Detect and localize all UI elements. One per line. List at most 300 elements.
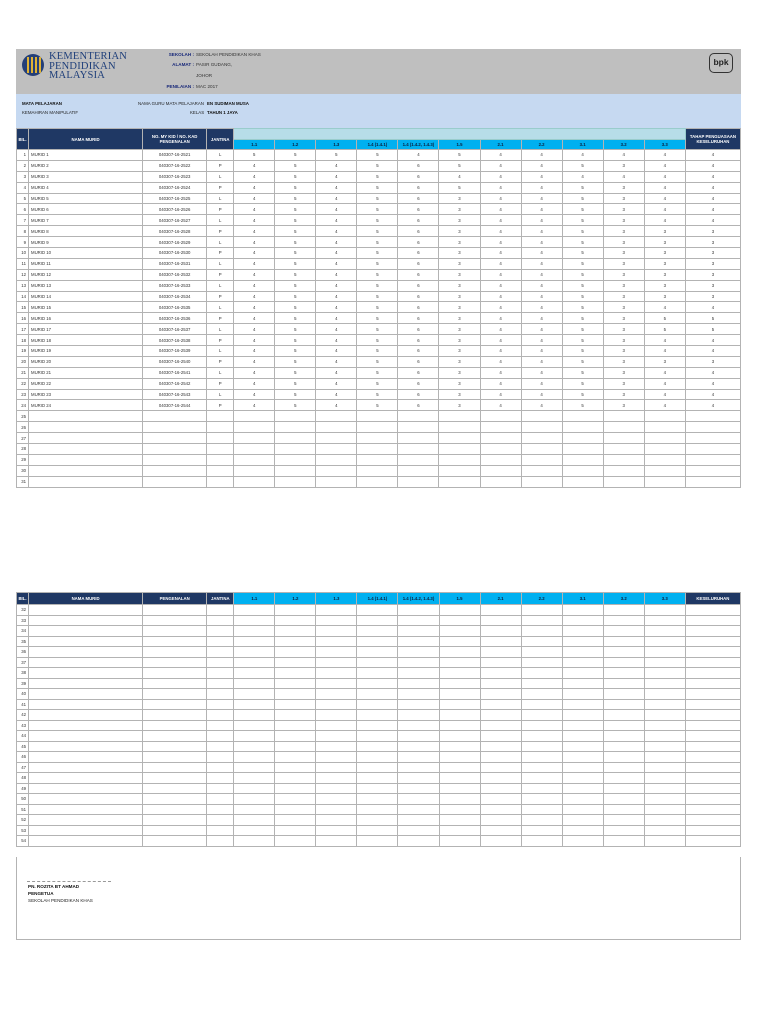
empty-cell: [439, 433, 480, 444]
mastery-score: 4: [644, 182, 685, 193]
empty-cell: [234, 444, 275, 455]
class-name: TAHUN 1 JAYA: [207, 110, 238, 115]
empty-cell: [316, 752, 357, 763]
mastery-score: 4: [234, 291, 275, 302]
empty-cell: [685, 783, 740, 794]
row-number: 46: [17, 752, 29, 763]
overall-level: 4: [685, 400, 740, 411]
empty-cell: [234, 773, 275, 784]
empty-cell: [143, 710, 207, 721]
student-name: MURID 18: [29, 335, 143, 346]
mastery-score: 3: [439, 269, 480, 280]
mastery-score: 4: [480, 313, 521, 324]
mastery-score: 4: [316, 182, 357, 193]
mastery-score: 5: [275, 171, 316, 182]
mastery-score: 4: [234, 302, 275, 313]
empty-cell: [480, 773, 521, 784]
standard-column-header: 1.5: [439, 140, 480, 150]
standard-column-header: 1.2: [275, 593, 316, 605]
mastery-score: 3: [644, 258, 685, 269]
empty-cell: [143, 783, 207, 794]
empty-cell: [398, 605, 439, 616]
mastery-score: 3: [439, 400, 480, 411]
row-number: 51: [17, 804, 29, 815]
empty-cell: [357, 615, 398, 626]
empty-cell: [480, 433, 521, 444]
mastery-score: 4: [480, 400, 521, 411]
mastery-score: 5: [562, 258, 603, 269]
table-row: [17, 400, 741, 411]
mastery-score: 4: [644, 367, 685, 378]
empty-cell: [603, 678, 644, 689]
mastery-score: 5: [275, 400, 316, 411]
mastery-score: 5: [275, 378, 316, 389]
empty-cell: [234, 731, 275, 742]
standard-column-header: 1.1: [234, 140, 275, 150]
empty-cell: [143, 731, 207, 742]
empty-cell: [207, 752, 234, 763]
empty-cell: [143, 794, 207, 805]
overall-level: 4: [685, 389, 740, 400]
mastery-score: 4: [480, 356, 521, 367]
student-name: MURID 3: [29, 171, 143, 182]
empty-cell: [644, 605, 685, 616]
empty-cell: [234, 699, 275, 710]
student-name: MURID 20: [29, 356, 143, 367]
overall-level: 3: [685, 248, 740, 259]
mastery-score: 6: [398, 356, 439, 367]
table-row: [17, 367, 741, 378]
empty-cell: [439, 720, 480, 731]
row-number: 45: [17, 741, 29, 752]
empty-cell: [398, 815, 439, 826]
mastery-score: 5: [562, 182, 603, 193]
empty-cell: [644, 815, 685, 826]
empty-cell: [521, 605, 562, 616]
empty-cell: [685, 794, 740, 805]
empty-cell: [644, 678, 685, 689]
empty-cell: [521, 773, 562, 784]
row-number: 21: [17, 367, 29, 378]
table-row: [17, 773, 741, 784]
mastery-score: 5: [275, 389, 316, 400]
empty-cell: [143, 465, 207, 476]
empty-cell: [357, 815, 398, 826]
mastery-score: 3: [603, 182, 644, 193]
student-ic: 040307-16-2524: [143, 182, 207, 193]
mastery-score: 4: [521, 335, 562, 346]
mastery-score: 5: [562, 302, 603, 313]
student-ic: 040307-16-2529: [143, 237, 207, 248]
empty-cell: [480, 689, 521, 700]
student-gender: L: [207, 367, 234, 378]
student-ic: 040307-16-2539: [143, 346, 207, 357]
empty-cell: [29, 804, 143, 815]
mastery-score: 3: [644, 226, 685, 237]
student-ic: 040307-16-2527: [143, 215, 207, 226]
student-name: MURID 19: [29, 346, 143, 357]
empty-cell: [439, 689, 480, 700]
empty-cell: [234, 465, 275, 476]
mastery-score: 3: [439, 237, 480, 248]
mastery-score: 4: [316, 378, 357, 389]
empty-cell: [143, 825, 207, 836]
mastery-score: 4: [644, 171, 685, 182]
empty-cell: [685, 657, 740, 668]
mastery-score: 3: [439, 313, 480, 324]
empty-cell: [398, 678, 439, 689]
row-number: 50: [17, 794, 29, 805]
empty-cell: [480, 762, 521, 773]
mastery-score: 3: [603, 313, 644, 324]
mastery-score: 5: [357, 248, 398, 259]
empty-cell: [685, 476, 740, 487]
empty-cell: [644, 689, 685, 700]
empty-cell: [316, 433, 357, 444]
mastery-score: 5: [357, 269, 398, 280]
standard-column-header: 2.2: [521, 140, 562, 150]
mastery-score: 4: [644, 400, 685, 411]
empty-cell: [644, 454, 685, 465]
empty-cell: [275, 476, 316, 487]
mastery-score: 4: [644, 389, 685, 400]
mastery-score: 3: [603, 302, 644, 313]
empty-cell: [398, 476, 439, 487]
row-number: 54: [17, 836, 29, 847]
table-row: [17, 825, 741, 836]
empty-cell: [398, 647, 439, 658]
mastery-score: 4: [480, 215, 521, 226]
address-row-2: JOHOR: [196, 73, 213, 78]
mastery-score: 5: [316, 150, 357, 161]
empty-cell: [685, 647, 740, 658]
empty-cell: [644, 741, 685, 752]
empty-cell: [603, 626, 644, 637]
empty-cell: [275, 657, 316, 668]
mastery-score: 3: [603, 237, 644, 248]
standard-column-header: 3.3: [644, 593, 685, 605]
empty-cell: [207, 605, 234, 616]
empty-cell: [234, 411, 275, 422]
mastery-score: 4: [316, 226, 357, 237]
overall-level: 4: [685, 193, 740, 204]
empty-cell: [234, 720, 275, 731]
empty-cell: [685, 741, 740, 752]
empty-cell: [234, 710, 275, 721]
empty-cell: [207, 731, 234, 742]
mastery-score: 4: [234, 182, 275, 193]
student-gender: L: [207, 346, 234, 357]
mastery-score: 5: [275, 204, 316, 215]
empty-cell: [562, 454, 603, 465]
empty-cell: [521, 678, 562, 689]
address-row: ALAMAT : PASIR GUDANG,: [172, 62, 233, 67]
mastery-score: 4: [316, 171, 357, 182]
empty-cell: [603, 741, 644, 752]
empty-cell: [143, 647, 207, 658]
mastery-score: 3: [603, 226, 644, 237]
mastery-score: 4: [234, 226, 275, 237]
mastery-score: 4: [398, 150, 439, 161]
empty-cell: [562, 689, 603, 700]
empty-cell: [644, 794, 685, 805]
table-row: [17, 324, 741, 335]
empty-cell: [644, 783, 685, 794]
empty-cell: [207, 465, 234, 476]
empty-cell: [143, 752, 207, 763]
empty-cell: [316, 636, 357, 647]
mastery-score: 6: [398, 335, 439, 346]
empty-cell: [357, 741, 398, 752]
empty-cell: [644, 710, 685, 721]
empty-cell: [644, 647, 685, 658]
standard-column-header: 1.2: [275, 140, 316, 150]
mastery-score: 5: [357, 258, 398, 269]
student-name: MURID 9: [29, 237, 143, 248]
empty-cell: [234, 804, 275, 815]
empty-cell: [143, 657, 207, 668]
mastery-score: 4: [521, 378, 562, 389]
empty-cell: [439, 794, 480, 805]
row-number: 18: [17, 335, 29, 346]
empty-cell: [357, 668, 398, 679]
empty-cell: [603, 773, 644, 784]
mastery-score: 4: [480, 182, 521, 193]
row-number: 2: [17, 160, 29, 171]
mastery-score: 4: [521, 182, 562, 193]
mastery-score: 4: [562, 150, 603, 161]
empty-cell: [562, 465, 603, 476]
empty-cell: [439, 678, 480, 689]
table-row: [17, 657, 741, 668]
student-name: MURID 1: [29, 150, 143, 161]
empty-cell: [398, 689, 439, 700]
empty-cell: [207, 741, 234, 752]
mastery-score: 4: [316, 204, 357, 215]
empty-cell: [521, 476, 562, 487]
student-ic: 040307-16-2534: [143, 291, 207, 302]
empty-cell: [143, 804, 207, 815]
empty-cell: [521, 636, 562, 647]
table-row: [17, 741, 741, 752]
empty-cell: [439, 605, 480, 616]
empty-cell: [275, 783, 316, 794]
empty-cell: [644, 804, 685, 815]
empty-cell: [439, 476, 480, 487]
empty-cell: [521, 626, 562, 637]
empty-cell: [275, 433, 316, 444]
mastery-score: 4: [521, 356, 562, 367]
mastery-score: 6: [398, 193, 439, 204]
mastery-score: 3: [644, 269, 685, 280]
overall-level: 4: [685, 378, 740, 389]
empty-cell: [562, 647, 603, 658]
empty-cell: [521, 783, 562, 794]
student-gender: L: [207, 171, 234, 182]
empty-cell: [29, 465, 143, 476]
mastery-score: 3: [603, 215, 644, 226]
empty-cell: [207, 626, 234, 637]
empty-cell: [603, 657, 644, 668]
school-name-row: SEKOLAH : SEKOLAH PENDIDIKAN KHAS: [168, 52, 261, 57]
empty-cell: [521, 647, 562, 658]
table-row: [17, 150, 741, 161]
empty-cell: [357, 626, 398, 637]
table-row: [17, 668, 741, 679]
row-number: 34: [17, 626, 29, 637]
empty-cell: [562, 657, 603, 668]
empty-cell: [357, 794, 398, 805]
mastery-score: 4: [234, 389, 275, 400]
empty-cell: [234, 647, 275, 658]
mastery-score: 4: [316, 291, 357, 302]
empty-cell: [29, 444, 143, 455]
table-row: [17, 237, 741, 248]
empty-cell: [398, 657, 439, 668]
mastery-score: 4: [480, 171, 521, 182]
empty-cell: [562, 794, 603, 805]
empty-cell: [644, 825, 685, 836]
mastery-score: 4: [521, 193, 562, 204]
table-row: [17, 731, 741, 742]
student-gender: L: [207, 258, 234, 269]
empty-cell: [562, 411, 603, 422]
empty-cell: [480, 411, 521, 422]
mastery-score: 6: [398, 237, 439, 248]
mastery-score: 5: [357, 367, 398, 378]
mastery-score: 4: [644, 346, 685, 357]
mastery-score: 3: [439, 302, 480, 313]
table-row: [17, 636, 741, 647]
principal-school: SEKOLAH PENDIDIKAN KHAS: [28, 898, 93, 903]
empty-cell: [398, 773, 439, 784]
row-number: 43: [17, 720, 29, 731]
mastery-score: 5: [439, 160, 480, 171]
row-number: 47: [17, 762, 29, 773]
mastery-score: 5: [357, 313, 398, 324]
student-gender: P: [207, 182, 234, 193]
row-number: 3: [17, 171, 29, 182]
student-gender: P: [207, 356, 234, 367]
row-number: 49: [17, 783, 29, 794]
mastery-score: 3: [439, 346, 480, 357]
mastery-score: 4: [316, 356, 357, 367]
empty-cell: [521, 699, 562, 710]
mastery-score: 4: [644, 150, 685, 161]
empty-cell: [480, 605, 521, 616]
empty-cell: [480, 636, 521, 647]
empty-cell: [398, 783, 439, 794]
mastery-score: 4: [521, 367, 562, 378]
teacher-label: NAMA GURU MATA PELAJARAN: [138, 101, 204, 106]
mastery-score: 6: [398, 215, 439, 226]
assessment-row: PENILAIAN : MAC 2017: [166, 84, 218, 89]
mastery-score: 5: [357, 193, 398, 204]
student-name: MURID 5: [29, 193, 143, 204]
empty-cell: [275, 668, 316, 679]
empty-cell: [357, 689, 398, 700]
mastery-score: 3: [603, 280, 644, 291]
row-number: 10: [17, 248, 29, 259]
mastery-score: 3: [439, 193, 480, 204]
empty-cell: [357, 657, 398, 668]
empty-cell: [562, 783, 603, 794]
mastery-score: 4: [234, 367, 275, 378]
empty-cell: [603, 720, 644, 731]
mastery-score: 5: [357, 150, 398, 161]
empty-cell: [644, 636, 685, 647]
table-row: [17, 815, 741, 826]
empty-cell: [316, 411, 357, 422]
empty-cell: [207, 699, 234, 710]
empty-cell: [439, 465, 480, 476]
mastery-score: 5: [275, 313, 316, 324]
table-row: [17, 258, 741, 269]
empty-cell: [275, 678, 316, 689]
mastery-score: 3: [603, 400, 644, 411]
empty-cell: [316, 476, 357, 487]
mastery-score: 3: [439, 378, 480, 389]
class-label: KELAS: [190, 110, 205, 115]
mastery-score: 4: [644, 378, 685, 389]
empty-cell: [316, 825, 357, 836]
empty-cell: [275, 465, 316, 476]
table-row: [17, 433, 741, 444]
empty-cell: [234, 836, 275, 847]
empty-cell: [685, 678, 740, 689]
row-number: 14: [17, 291, 29, 302]
empty-cell: [357, 731, 398, 742]
empty-cell: [357, 783, 398, 794]
empty-cell: [439, 731, 480, 742]
mastery-score: 5: [357, 160, 398, 171]
mastery-score: 5: [357, 204, 398, 215]
empty-cell: [398, 465, 439, 476]
empty-cell: [398, 710, 439, 721]
mastery-score: 4: [480, 280, 521, 291]
empty-cell: [521, 836, 562, 847]
row-number: 16: [17, 313, 29, 324]
mastery-score: 3: [439, 389, 480, 400]
empty-cell: [562, 668, 603, 679]
student-ic: 040307-16-2523: [143, 171, 207, 182]
row-number: 41: [17, 699, 29, 710]
empty-cell: [521, 741, 562, 752]
empty-cell: [480, 444, 521, 455]
mastery-score: 5: [562, 215, 603, 226]
empty-cell: [521, 422, 562, 433]
mastery-score: 4: [521, 389, 562, 400]
empty-cell: [685, 825, 740, 836]
student-ic: 040307-16-2531: [143, 258, 207, 269]
empty-cell: [316, 815, 357, 826]
student-gender: P: [207, 204, 234, 215]
empty-cell: [480, 465, 521, 476]
empty-cell: [143, 411, 207, 422]
mastery-score: 4: [480, 302, 521, 313]
row-number: 30: [17, 465, 29, 476]
empty-cell: [357, 710, 398, 721]
mastery-score: 5: [357, 302, 398, 313]
empty-cell: [398, 668, 439, 679]
table-row: [17, 476, 741, 487]
mastery-score: 4: [234, 237, 275, 248]
mastery-score: 5: [234, 150, 275, 161]
empty-cell: [603, 422, 644, 433]
student-ic: 040307-16-2532: [143, 269, 207, 280]
empty-cell: [521, 752, 562, 763]
row-number: 32: [17, 605, 29, 616]
